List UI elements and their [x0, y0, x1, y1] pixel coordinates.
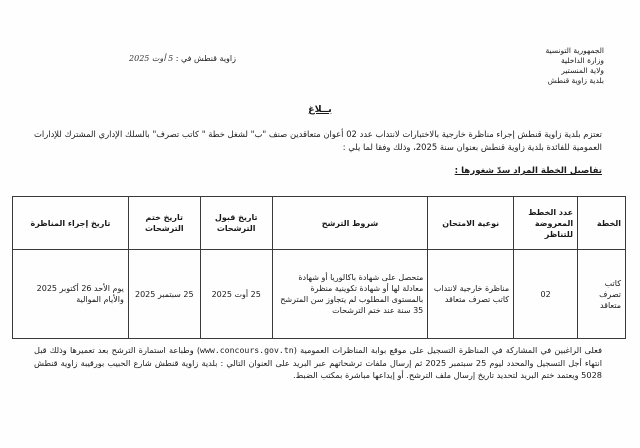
positions-table: [12, 196, 626, 339]
header-exam-type: نوعية الامتحان: [428, 197, 514, 250]
header-conditions: شروط الترشح: [272, 197, 428, 250]
letterhead-ministry: وزارة الداخلية: [560, 56, 604, 65]
place-and-date: [66, 54, 236, 63]
footer-text-start: فعلى الراغبين في المشاركة في المناظرة التسجيل على موقع بوابة المناظرات العمومية (: [293, 345, 602, 355]
cell-end-date: 25 سبتمبر 2025: [128, 250, 200, 339]
section-subtitle: تفاصيل الخطة المراد سدّ شغورها :: [454, 166, 602, 176]
date-value: 5 أوت 2025: [129, 54, 174, 63]
letterhead-country: الجمهورية التونسية: [545, 46, 604, 55]
letterhead-governorate: ولاية المنستير: [561, 66, 604, 75]
header-count: عدد الخطط المعروضة للتناظر: [514, 197, 578, 250]
header-exam-date: تاريخ إجراء المناظرة: [13, 197, 129, 250]
header-start-date: تاريخ قبول الترشحات: [200, 197, 272, 250]
cell-start-date: 25 أوت 2025: [200, 250, 272, 339]
portal-link[interactable]: www.concours.gov.tn: [200, 345, 294, 355]
cell-exam-date: يوم الأحد 26 أكتوبر 2025 والأيام الموالية: [13, 250, 129, 339]
letterhead: [464, 46, 604, 86]
header-position: الخطة: [578, 197, 626, 250]
place-label: زاوية قنطش في :: [175, 54, 236, 63]
cell-position: كاتب تصرف متعاقد: [578, 250, 626, 339]
footer-text-end: ) وطباعة استمارة الترشح بعد تعميرها وذلك قبل انتهاء أجل التسجيل والمحدد ليوم 25 سبتمبر 2025 ثم إرسال ملفات ترشحاتهم عبر البريد على العنوان التالي : بلدية زاوية قنطش شارع الحبيب بورقيبة زاوية قنطش 5028 ويعتمد ختم البريد لتحديد تاريخ إرسال ملف الترشح. أو إيداعها مباشرة بمكتب الضبط.: [34, 345, 602, 380]
cell-count: 02: [514, 250, 578, 339]
footer-paragraph: [34, 344, 602, 382]
header-end-date: تاريخ ختم الترشحات: [128, 197, 200, 250]
letterhead-municipality: بلدية زاوية قنطش: [547, 76, 604, 85]
table-row: [13, 250, 626, 339]
notice-title: بــلاغ: [308, 104, 332, 115]
cell-conditions: متحصل على شهادة باكالوريا أو شهادة معادلة لها أو شهادة تكوينية منظرة بالمستوى المطلوب لم يتجاوز سن المترشح 35 سنة عند ختم الترشحات: [272, 250, 428, 339]
table-header-row: [13, 197, 626, 250]
intro-paragraph: تعتزم بلدية زاوية قنطش إجراء مناظرة خارجية بالاختبارات لانتداب عدد 02 أعوان متعاقدين صنف "ب" لشغل خطة " كاتب تصرف" بالسلك الإداري المشترك للإدارات العمومية للفائدة بلدية زاوية قنطش بعنوان سنة 2025، وذلك وفقا لما يلي :: [34, 129, 602, 152]
cell-exam-type: مناظرة خارجية لانتداب كاتب تصرف متعاقد: [428, 250, 514, 339]
